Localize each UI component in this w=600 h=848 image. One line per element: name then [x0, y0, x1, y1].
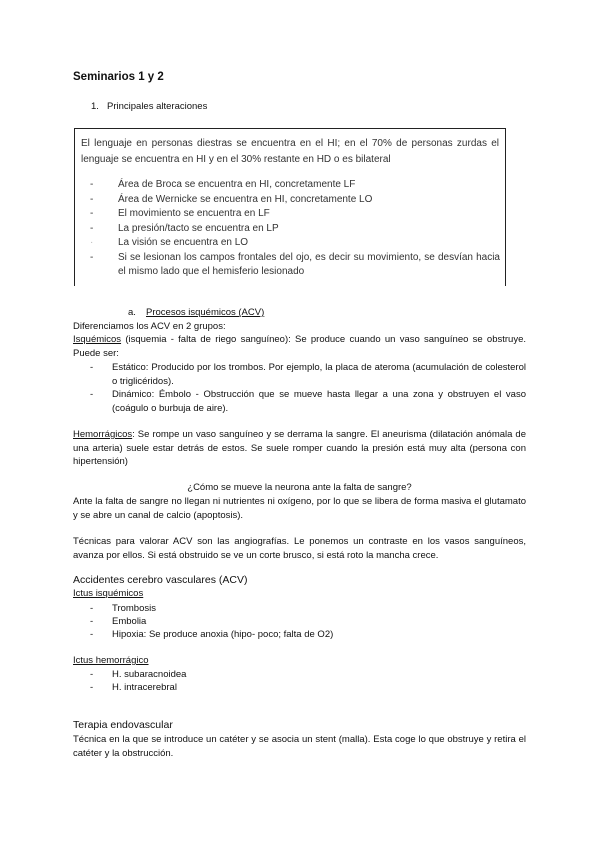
list-item: - Si se lesionan los campos frontales del ojo, es decir su movimiento, se desvían hacia el mismo lado que el hemisferio lesionado: [90, 251, 500, 277]
paragraph-falta-sangre: Ante la falta de sangre no llegan ni nutrientes ni oxígeno, por lo que se libera de forma masiva el glutamato y se abre un canal de calcio (apoptosis).: [73, 496, 526, 521]
ictus-hemorragico-list: [90, 668, 186, 694]
isquemicos-list: [90, 361, 526, 415]
question-heading: ¿Cómo se mueve la neurona ante la falta de sangre?: [187, 482, 412, 493]
ictus-isquemicos-heading: Ictus isquémicos: [73, 588, 144, 599]
subsection-label: Procesos isquémicos (ACV): [146, 307, 265, 318]
paragraph-hemorragicos: Hemorrágicos: Se rompe un vaso sanguíneo y se derrama la sangre. El aneurisma (dilatación anómala de una arteria) suele estar detrás de estos. Se suele romper cuando la presión está muy alta (persona con hipertensión): [73, 429, 526, 467]
list-item: - Dinámico: Émbolo - Obstrucción que se mueve hasta llegar a una zona y obstruyen el vaso (coágulo o burbuja de aire).: [90, 389, 526, 414]
list-item: - El movimiento se encuentra en LF: [90, 208, 270, 219]
list-item: - H. intracerebral: [90, 682, 177, 693]
section-heading-principales: [91, 101, 207, 112]
subsection-heading-procesos: a. Procesos isquémicos (ACV): [128, 307, 265, 318]
section-number: 1.: [91, 101, 99, 112]
list-item: - Trombosis: [90, 603, 156, 614]
ictus-hemorragico-heading: Ictus hemorrágico: [73, 655, 149, 666]
list-item: - La presión/tacto se encuentra en LP: [90, 222, 279, 234]
list-item: - Hipoxia: Se produce anoxia (hipo- poco; falta de O2): [90, 629, 334, 640]
acv-heading: Accidentes cerebro vasculares (ACV): [73, 574, 248, 586]
list-item: · La visión se encuentra en LO: [90, 237, 249, 248]
box-list: [90, 178, 500, 280]
page-title: Seminarios 1 y 2: [73, 71, 164, 83]
box-paragraph: El lenguaje en personas diestras se encuentra en el HI; en el 70% de personas zurdas el lenguaje se encuentra en HI y en el 30% restante en HD o es bilateral: [81, 138, 499, 165]
list-item: - Embolia: [90, 616, 147, 627]
list-item: - Área de Wernicke se encuentra en HI, concretamente LO: [90, 193, 373, 205]
list-item: - Área de Broca se encuentra en HI, concretamente LF: [90, 179, 356, 190]
section-label: Principales alteraciones: [107, 101, 208, 112]
terapia-heading: Terapia endovascular: [73, 719, 173, 731]
list-item: - Estático: Producido por los trombos. Por ejemplo, la placa de ateroma (acumulación de colesterol o triglicéridos).: [90, 362, 526, 387]
paragraph-tecnicas: Técnicas para valorar ACV son las angiografías. Le ponemos un contraste en los vasos sanguíneos, avanza por ellos. Si está obstruido se ve un corte brusco, si está roto la mancha crece.: [73, 536, 526, 561]
paragraph-isquemicos: Isquémicos (isquemia - falta de riego sanguíneo): Se produce cuando un vaso sanguíneo se obstruye. Puede ser:: [73, 334, 526, 359]
term-isquemicos: Isquémicos: [73, 334, 122, 345]
list-item: - H. subaracnoidea: [90, 669, 187, 680]
term-hemorragicos: Hemorrágicos: [73, 429, 133, 440]
paragraph-diferenciamos: Diferenciamos los ACV en 2 grupos:: [73, 321, 226, 332]
ictus-isquemicos-list: [90, 602, 333, 641]
paragraph-terapia: Técnica en la que se introduce un catéter y se asocia un stent (malla). Esta coge lo que obstruye y retira el catéter y la obstrucción.: [73, 734, 526, 759]
